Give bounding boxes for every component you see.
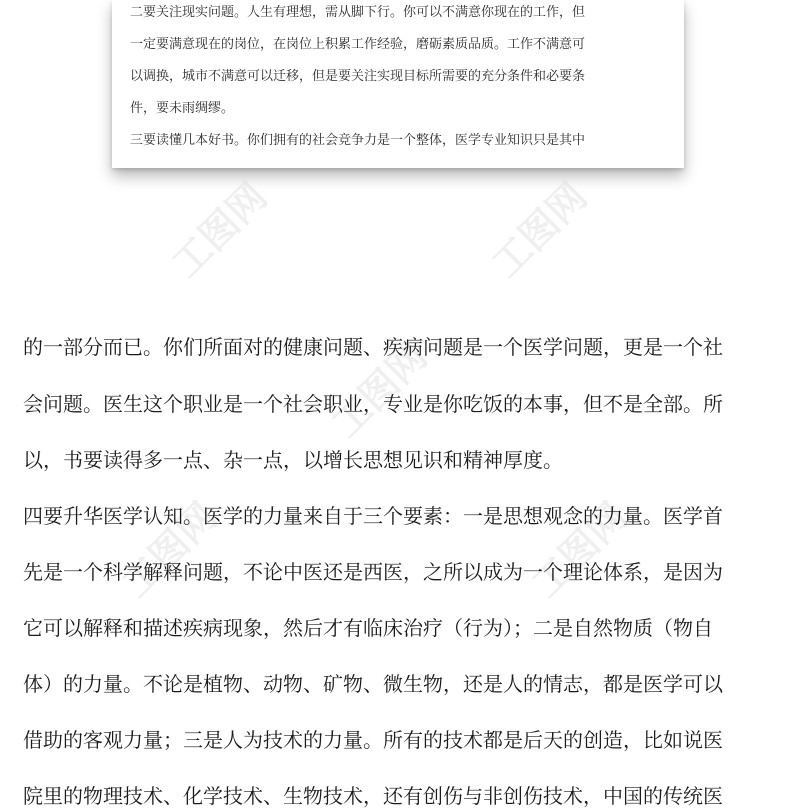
watermark-mid-left: 工图网: [113, 494, 226, 606]
document-page-preview: [112, 0, 684, 168]
body-text-line: 借助的客观力量；三是人为技术的力量。所有的技术都是后天的创造，比如说医: [23, 728, 723, 752]
card-text-line: 一定要满意现在的岗位，在岗位上积累工作经验，磨砺素质品质。工作不满意可: [130, 37, 586, 52]
watermark-mid: 工图网: [323, 334, 436, 446]
body-text-line: 会问题。医生这个职业是一个社会职业，专业是你吃饭的本事，但不是全部。所: [23, 392, 723, 416]
body-text-line: 院里的物理技术、化学技术、生物技术，还有创伤与非创伤技术，中国的传统医: [23, 784, 723, 808]
body-text-line: 体）的力量。不论是植物、动物、矿物、微生物，还是人的情志，都是医学可以: [23, 672, 723, 696]
watermark-top-right: 工图网: [483, 174, 596, 286]
body-text-line: 它可以解释和描述疾病现象，然后才有临床治疗（行为）；二是自然物质（物自: [23, 616, 713, 640]
card-text-line: 件，要未雨绸缪。: [130, 101, 235, 116]
card-text-line: 三要读懂几本好书。你们拥有的社会竞争力是一个整体，医学专业知识只是其中: [130, 133, 586, 148]
watermark-top-left: 工图网: [163, 174, 276, 286]
card-text-line: 以调换，城市不满意可以迁移，但是要关注实现目标所需要的充分条件和必要条: [130, 69, 586, 84]
body-text-line: 以，书要读得多一点、杂一点，以增长思想见识和精神厚度。: [23, 448, 563, 472]
watermark-mid-right: 工图网: [523, 494, 636, 606]
body-text-line: 四要升华医学认知。医学的力量来自于三个要素：一是思想观念的力量。医学首: [23, 504, 723, 528]
body-text-line: 先是一个科学解释问题，不论中医还是西医，之所以成为一个理论体系，是因为: [23, 560, 723, 584]
card-text-line: 二要关注现实问题。人生有理想，需从脚下行。你可以不满意你现在的工作，但: [130, 5, 586, 20]
body-text-line: 的一部分而已。你们所面对的健康问题、疾病问题是一个医学问题，更是一个社: [23, 335, 723, 359]
